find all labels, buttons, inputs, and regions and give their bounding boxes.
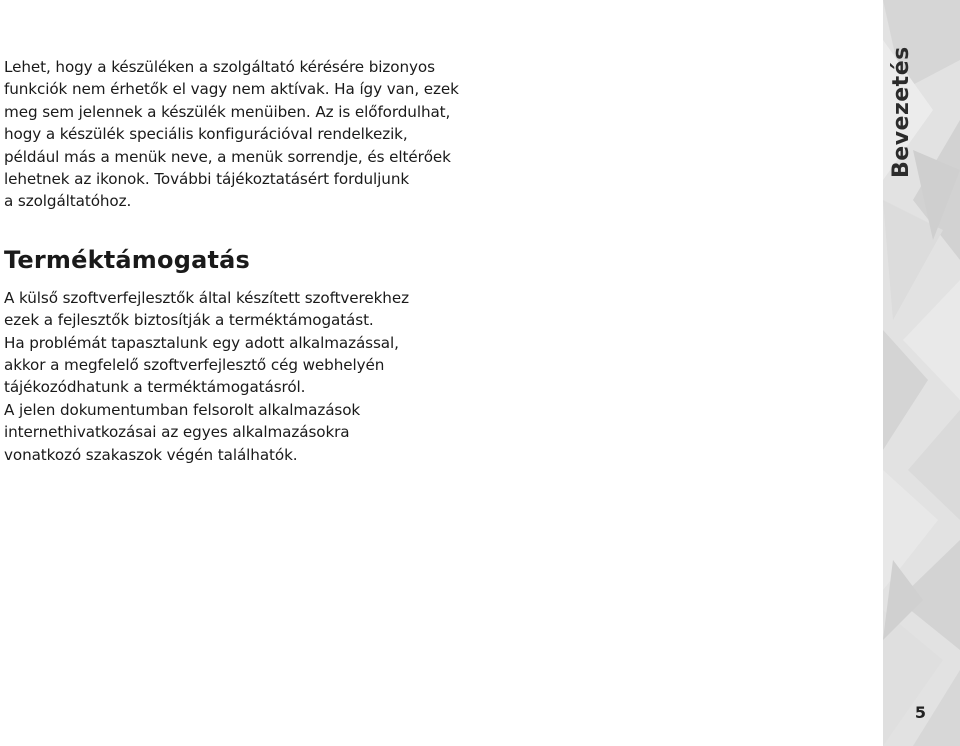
section-line: Ha problémát tapasztalunk egy adott alkalmazással, bbox=[4, 333, 399, 352]
section-line: ezek a fejlesztők biztosítják a terméktámogatást. bbox=[4, 311, 374, 330]
page-number: 5 bbox=[914, 703, 926, 722]
section-heading: Terméktámogatás bbox=[4, 245, 251, 274]
section-line: internethivatkozásai az egyes alkalmazásokra bbox=[4, 423, 350, 442]
section-paragraph bbox=[4, 287, 444, 466]
intro-paragraph bbox=[4, 56, 459, 213]
section-line: tájékozódhatunk a terméktámogatásról. bbox=[4, 378, 306, 397]
intro-line: például más a menük neve, a menük sorrendje, és eltérőek bbox=[4, 147, 451, 166]
chapter-sidebar bbox=[883, 0, 960, 746]
section-line: A jelen dokumentumban felsorolt alkalmazások bbox=[4, 400, 361, 419]
section-line: vonatkozó szakaszok végén találhatók. bbox=[4, 445, 298, 464]
section-line: akkor a megfelelő szoftverfejlesztő cég webhelyén bbox=[4, 356, 385, 375]
section-line: A külső szoftverfejlesztők által készített szoftverekhez bbox=[4, 288, 409, 307]
intro-line: lehetnek az ikonok. További tájékoztatásért forduljunk bbox=[4, 170, 410, 189]
intro-line: funkciók nem érhetők el vagy nem aktívak. Ha így van, ezek bbox=[4, 80, 459, 99]
main-content bbox=[4, 56, 459, 466]
intro-line: hogy a készülék speciális konfigurációval rendelkezik, bbox=[4, 125, 408, 144]
chapter-title: Bevezetés bbox=[889, 46, 914, 178]
intro-line: a szolgáltatóhoz. bbox=[4, 192, 132, 211]
intro-line: Lehet, hogy a készüléken a szolgáltató kérésére bizonyos bbox=[4, 58, 435, 76]
intro-line: meg sem jelennek a készülék menüiben. Az is előfordulhat, bbox=[4, 102, 451, 121]
